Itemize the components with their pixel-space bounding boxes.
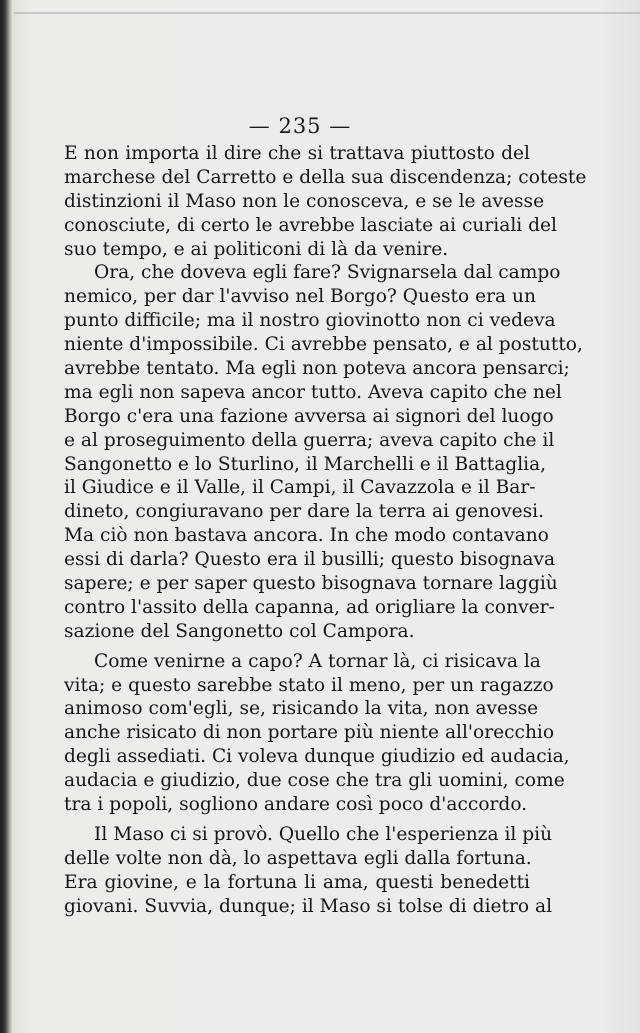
paragraph-2 — [64, 261, 583, 643]
text-line: ma egli non sapeva ancor tutto. Aveva capito che nel — [64, 381, 562, 403]
text-line: nemico, per dar l'avviso nel Borgo? Questo era un — [64, 286, 536, 308]
text-line: marchese del Carretto e della sua discendenza; coteste — [64, 166, 587, 188]
text-line: suo tempo, e ai politiconi di là da venire. — [64, 238, 449, 260]
text-line: Ora, che doveva egli fare? Svignarsela dal campo — [94, 262, 561, 284]
text-line: delle volte non dà, lo aspettava egli dalla fortuna. — [64, 847, 532, 869]
book-binding-edge — [0, 0, 12, 1033]
text-line: E non importa il dire che si trattava piuttosto del — [64, 143, 530, 164]
text-line: sazione del Sangonetto col Campora. — [64, 620, 415, 642]
text-line: niente d'impossibile. Ci avrebbe pensato, e al postutto, — [64, 334, 583, 356]
paragraph-3 — [64, 650, 570, 817]
page-number: — 235 — — [248, 114, 352, 138]
text-line: contro l'assito della capanna, ad origliare la conver- — [64, 596, 555, 618]
text-line: punto difficile; ma il nostro giovinotto non ci vedeva — [64, 310, 556, 332]
text-line: sapere; e per saper questo bisognava tornare laggiù — [64, 573, 558, 595]
text-line: degli assediati. Ci voleva dunque giudizio ed audacia, — [64, 746, 570, 768]
text-line: conosciute, di certo le avrebbe lasciate ai curiali del — [64, 214, 557, 236]
paragraph-1 — [64, 142, 587, 261]
text-line: vita; e questo sarebbe stato il meno, per un ragazzo — [64, 674, 554, 696]
text-line: essi di darla? Questo era il busilli; questo bisognava — [64, 549, 556, 571]
text-line: dineto, congiuravano per dare la terra ai genovesi. — [64, 501, 544, 523]
text-line: Ma ciò non bastava ancora. In che modo contavano — [64, 525, 549, 547]
text-line: Come venirne a capo? A tornar là, ci risicava la — [94, 650, 541, 672]
body-text — [64, 142, 587, 919]
text-line: tra i popoli, sogliono andare così poco d'accordo. — [64, 794, 528, 816]
text-line: anche risicato di non portare più niente all'orecchio — [64, 722, 555, 744]
text-line: avrebbe tentato. Ma egli non poteva ancora pensarci; — [64, 358, 570, 380]
text-line: Sangonetto e lo Sturlino, il Marchelli e il Battaglia, — [64, 453, 547, 475]
text-line: Il Maso ci si provò. Quello che l'esperienza il più — [94, 823, 553, 845]
text-line: animoso com'egli, se, risicando la vita, non avesse — [64, 698, 539, 720]
text-line: Borgo c'era una fazione avversa ai signori del luogo — [64, 405, 554, 427]
text-line: giovani. Suvvia, dunque; il Maso si tolse di dietro al — [64, 895, 553, 917]
text-line: e al proseguimento della guerra; aveva capito che il — [64, 429, 555, 451]
page-top-edge — [14, 12, 640, 14]
paragraph-4 — [64, 823, 553, 919]
text-line: audacia e giudizio, due cose che tra gli uomini, come — [64, 770, 565, 792]
text-line: distinzioni il Maso non le conosceva, e se le avesse — [64, 190, 545, 212]
text-line: il Giudice e il Valle, il Campi, il Cavazzola e il Bar- — [64, 477, 536, 499]
text-line: Era giovine, e la fortuna li ama, questi benedetti — [64, 871, 530, 893]
